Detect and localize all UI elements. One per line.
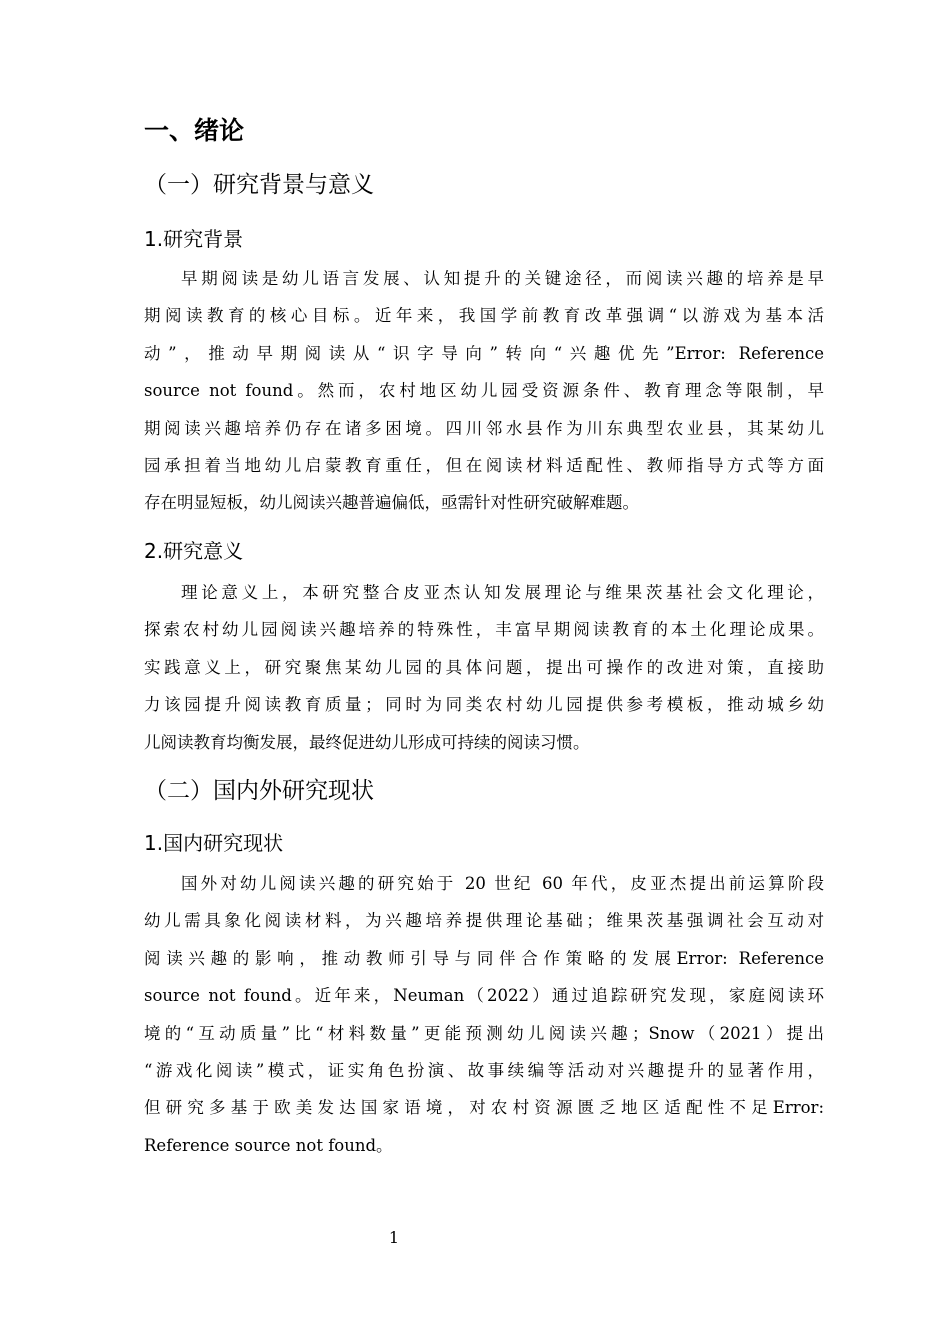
text-line: 境的“互动质量”比“材料数量”更能预测幼儿阅读兴趣；Snow（2021）提出 [144,1023,824,1043]
chapter-heading: 一、绪论 [144,116,245,145]
subsection-heading-significance: 2.研究意义 [144,539,244,563]
text-line: 实践意义上，研究聚焦某幼儿园的具体问题，提出可操作的改进对策，直接助 [144,657,824,677]
text-line: 但研究多基于欧美发达国家语境，对农村资源匮乏地区适配性不足Error: [144,1098,824,1118]
subsection-heading-background: 1.研究背景 [144,227,244,251]
text-line: 期阅读教育的核心目标。近年来，我国学前教育改革强调“以游戏为基本活 [144,306,824,326]
text-line: 幼儿需具象化阅读材料，为兴趣培养提供理论基础；维果茨基强调社会互动对 [144,911,824,931]
subsection-heading-domestic: 1.国内研究现状 [144,831,284,855]
page-number: 1 [388,1228,400,1247]
text-line: Reference source not found。 [144,1135,393,1155]
text-line: 理论意义上，本研究整合皮亚杰认知发展理论与维果茨基社会文化理论， [181,583,824,602]
text-line: 力该园提升阅读教育质量；同时为同类农村幼儿园提供参考模板，推动城乡幼 [144,695,824,715]
text-line: 早期阅读是幼儿语言发展、认知提升的关键途径，而阅读兴趣的培养是早 [181,269,824,288]
text-line: 存在明显短板，幼儿阅读兴趣普遍偏低，亟需针对性研究破解难题。 [144,493,639,513]
text-line: source not found。近年来，Neuman（2022）通过追踪研究发现，家庭阅读环 [144,986,824,1006]
text-line: 儿阅读教育均衡发展，最终促进幼儿形成可持续的阅读习惯。 [144,732,590,752]
text-line: 园承担着当地幼儿启蒙教育重任，但在阅读材料适配性、教师指导方式等方面 [144,455,824,475]
text-line: source not found。然而，农村地区幼儿园受资源条件、教育理念等限制，早 [144,381,824,401]
text-line: 探索农村幼儿园阅读兴趣培养的特殊性，丰富早期阅读教育的本土化理论成果。 [144,620,824,640]
text-line: 期阅读兴趣培养仍存在诸多困境。四川邻水县作为川东典型农业县，其某幼儿 [144,418,824,438]
text-line: “游戏化阅读”模式，证实角色扮演、故事续编等活动对兴趣提升的显著作用， [144,1060,824,1080]
text-line: 阅读兴趣的影响，推动教师引导与同伴合作策略的发展Error: Reference [144,948,824,968]
paragraph-background [144,260,824,522]
section-heading-background-significance: （一）研究背景与意义 [144,172,374,198]
paragraph-domestic [144,865,824,1164]
paragraph-significance [144,574,824,761]
section-heading-research-status: （二）国内外研究现状 [144,778,374,804]
text-line: 国外对幼儿阅读兴趣的研究始于 20 世纪 60 年代，皮亚杰提出前运算阶段 [181,874,824,893]
text-line: 动”，推动早期阅读从“识字导向”转向“兴趣优先”Error: Reference [144,343,824,363]
